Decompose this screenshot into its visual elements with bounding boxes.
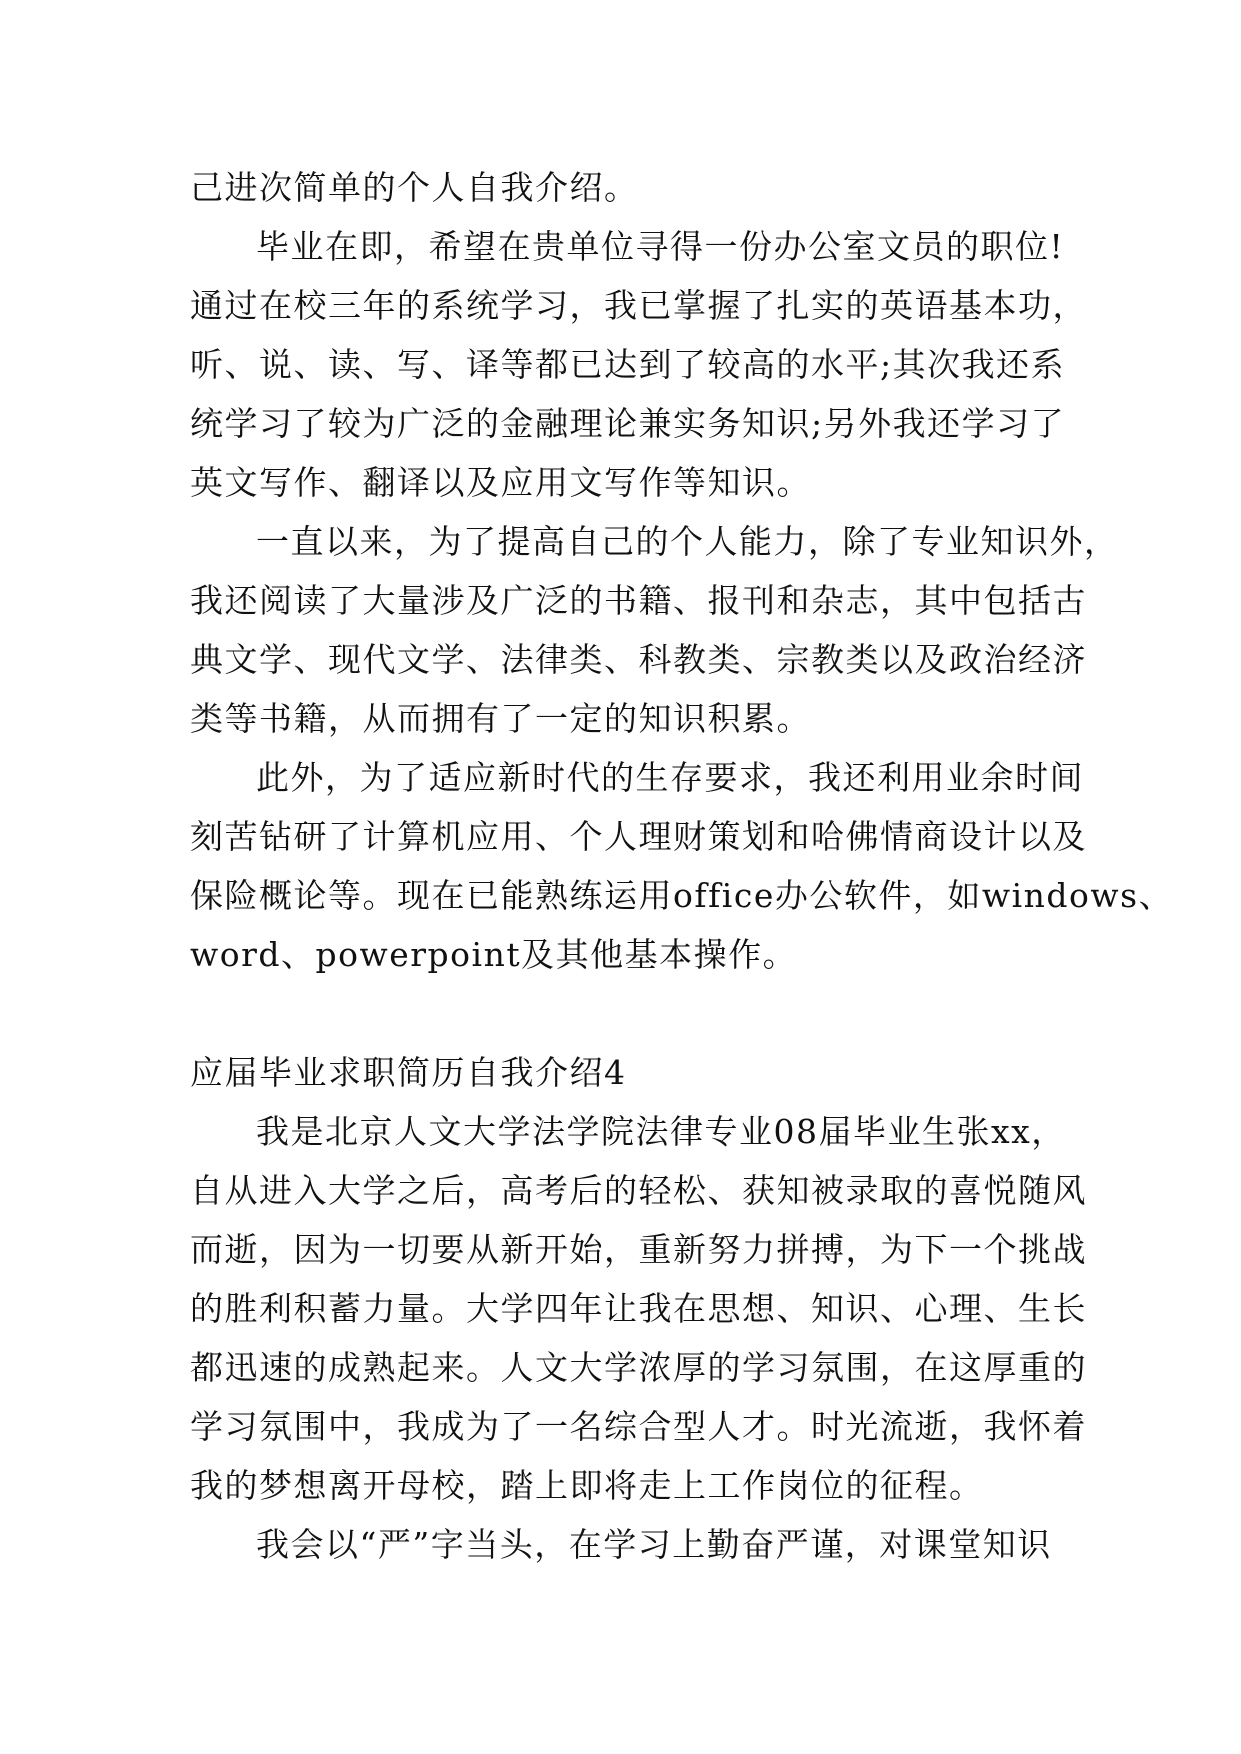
text-line: 学习氛围中，我成为了一名综合型人才。时光流逝，我怀着 <box>190 1407 1087 1446</box>
paragraph-start-line: 毕业在即，希望在贵单位寻得一份办公室文员的职位! <box>256 227 1065 266</box>
text-line: 而逝，因为一切要从新开始，重新努力拼搏，为下一个挑战 <box>190 1230 1087 1269</box>
text-line: 我还阅读了大量涉及广泛的书籍、报刊和杂志，其中包括古 <box>190 581 1087 620</box>
text-line: 的胜利积蓄力量。大学四年让我在思想、知识、心理、生长 <box>190 1289 1087 1328</box>
text-line: 保险概论等。现在已能熟练运用office办公软件，如windows、 <box>190 876 1174 915</box>
text-line: 我的梦想离开母校，踏上即将走上工作岗位的征程。 <box>190 1466 984 1505</box>
text-line: 都迅速的成熟起来。人文大学浓厚的学习氛围，在这厚重的 <box>190 1348 1087 1387</box>
document-body <box>190 158 1174 1574</box>
text-line: 英文写作、翻译以及应用文写作等知识。 <box>190 463 811 502</box>
text-line: 己进次简单的个人自我介绍。 <box>190 168 639 207</box>
text-line: 通过在校三年的系统学习，我已掌握了扎实的英语基本功， <box>190 286 1087 325</box>
paragraph-start-line: 此外，为了适应新时代的生存要求，我还利用业余时间 <box>256 758 1084 797</box>
text-line: 听、说、读、写、译等都已达到了较高的水平;其次我还系 <box>190 345 1066 384</box>
text-line: 统学习了较为广泛的金融理论兼实务知识;另外我还学习了 <box>190 404 1066 443</box>
text-line: 自从进入大学之后，高考后的轻松、获知被录取的喜悦随风 <box>190 1171 1087 1210</box>
text-line: 类等书籍，从而拥有了一定的知识积累。 <box>190 699 811 738</box>
text-line: word、powerpoint及其他基本操作。 <box>190 935 798 974</box>
paragraph-start-line: 一直以来，为了提高自己的个人能力，除了专业知识外， <box>256 522 1119 561</box>
section-gap <box>190 984 1070 1043</box>
text-line: 刻苦钻研了计算机应用、个人理财策划和哈佛情商设计以及 <box>190 817 1087 856</box>
paragraph-start-line: 我是北京人文大学法学院法律专业08届毕业生张xx， <box>256 1112 1066 1151</box>
section-heading: 应届毕业求职简历自我介绍4 <box>190 1053 627 1092</box>
paragraph-start-line: 我会以“严”字当头，在学习上勤奋严谨，对课堂知识 <box>256 1525 1052 1564</box>
text-line: 典文学、现代文学、法律类、科教类、宗教类以及政治经济 <box>190 640 1087 679</box>
